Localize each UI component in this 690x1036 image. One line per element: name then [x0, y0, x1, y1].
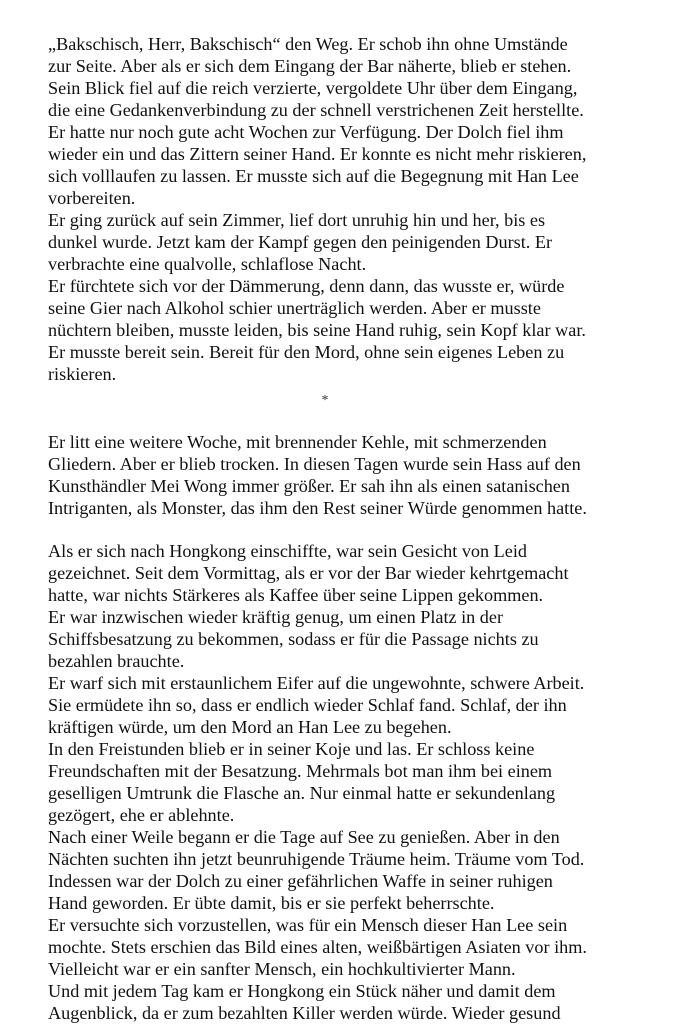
text-line: Er musste bereit sein. Bereit für den Mord, ohne sein eigenes Leben zu	[48, 342, 565, 362]
text-line: Er warf sich mit erstaunlichem Eifer auf die ungewohnte, schwere Arbeit.	[48, 673, 585, 693]
text-line: „Bakschisch, Herr, Bakschisch“ den Weg. Er schob ihn ohne Umstände	[48, 34, 568, 54]
text-line: Hand geworden. Er übte damit, bis er sie perfekt beherrschte.	[48, 893, 495, 913]
text-line: Er litt eine weitere Woche, mit brennender Kehle, mit schmerzenden	[48, 432, 547, 452]
text-line: dunkel wurde. Jetzt kam der Kampf gegen den peinigenden Durst. Er	[48, 232, 553, 252]
text-line: Er ging zurück auf sein Zimmer, lief dort unruhig hin und her, bis es	[48, 210, 546, 230]
text-line: Er versuchte sich vorzustellen, was für ein Mensch dieser Han Lee sein	[48, 915, 568, 935]
text-line: riskieren.	[48, 364, 117, 384]
text-line: zur Seite. Aber als er sich dem Eingang der Bar näherte, blieb er stehen.	[48, 56, 572, 76]
text-line: Intriganten, als Monster, das ihm den Rest seiner Würde genommen hatte.	[48, 498, 587, 518]
text-line: Nach einer Weile begann er die Tage auf See zu genießen. Aber in den	[48, 827, 560, 847]
text-line: Er fürchtete sich vor der Dämmerung, denn dann, das wusste er, würde	[48, 276, 565, 296]
text-line: Sein Blick fiel auf die reich verzierte, vergoldete Uhr über dem Eingang,	[48, 78, 578, 98]
text-line: Er war inzwischen wieder kräftig genug, um einen Platz in der	[48, 607, 504, 627]
text-line: verbrachte eine qualvolle, schlaflose Nacht.	[48, 254, 367, 274]
text-line: mochte. Stets erschien das Bild eines alten, weißbärtigen Asiaten vor ihm.	[48, 937, 587, 957]
text-line: sich volllaufen zu lassen. Er musste sich auf die Begegnung mit Han Lee	[48, 166, 579, 186]
text-line: kräftigen würde, um den Mord an Han Lee zu begehen.	[48, 717, 452, 737]
text-line: Und mit jedem Tag kam er Hongkong ein Stück näher und damit dem	[48, 981, 556, 1001]
text-line: Augenblick, da er zum bezahlten Killer werden würde. Wieder gesund	[48, 1003, 561, 1023]
text-line: Schiffsbesatzung zu bekommen, sodass er für die Passage nichts zu	[48, 629, 539, 649]
paragraph-section-3	[48, 540, 668, 1024]
paragraph-section-2	[48, 431, 668, 519]
text-line: Vielleicht war er ein sanfter Mensch, ein hochkultivierter Mann.	[48, 959, 516, 979]
text-line: vorbereiten.	[48, 188, 136, 208]
text-line: gezögert, ehe er ablehnte.	[48, 805, 235, 825]
text-line: nüchtern bleiben, musste leiden, bis seine Hand ruhig, sein Kopf klar war.	[48, 320, 586, 340]
text-line: Freundschaften mit der Besatzung. Mehrmals bot man ihm bei einem	[48, 761, 553, 781]
text-line: Nächten suchten ihn jetzt beunruhigende Träume heim. Träume vom Tod.	[48, 849, 585, 869]
text-line: Als er sich nach Hongkong einschiffte, war sein Gesicht von Leid	[48, 541, 527, 561]
text-line: Indessen war der Dolch zu einer gefährlichen Waffe in seiner ruhigen	[48, 871, 553, 891]
text-line: geselligen Umtrunk die Flasche an. Nur einmal hatte er sekundenlang	[48, 783, 556, 803]
text-line: In den Freistunden blieb er in seiner Koje und las. Er schloss keine	[48, 739, 535, 759]
text-line: bezahlen brauchte.	[48, 651, 185, 671]
text-line: wieder ein und das Zittern seiner Hand. Er konnte es nicht mehr riskieren,	[48, 144, 587, 164]
text-line: Gliedern. Aber er blieb trocken. In diesen Tagen wurde sein Hass auf den	[48, 454, 581, 474]
text-line: hatte, war nichts Stärkeres als Kaffee über seine Lippen gekommen.	[48, 585, 544, 605]
text-line: Er hatte nur noch gute acht Wochen zur Verfügung. Der Dolch fiel ihm	[48, 122, 564, 142]
text-line: seine Gier nach Alkohol schier unerträglich werden. Aber er musste	[48, 298, 541, 318]
text-line: gezeichnet. Seit dem Vormittag, als er vor der Bar wieder kehrtgemacht	[48, 563, 569, 583]
paragraph-section-1	[48, 33, 668, 385]
text-line: Kunsthändler Mei Wong immer größer. Er sah ihn als einen satanischen	[48, 476, 570, 496]
text-line: die eine Gedankenverbindung zu der schnell verstrichenen Zeit herstellte.	[48, 100, 584, 120]
text-line: Sie ermüdete ihn so, dass er endlich wieder Schlaf fand. Schlaf, der ihn	[48, 695, 567, 715]
section-separator-asterisk: *	[321, 393, 329, 408]
